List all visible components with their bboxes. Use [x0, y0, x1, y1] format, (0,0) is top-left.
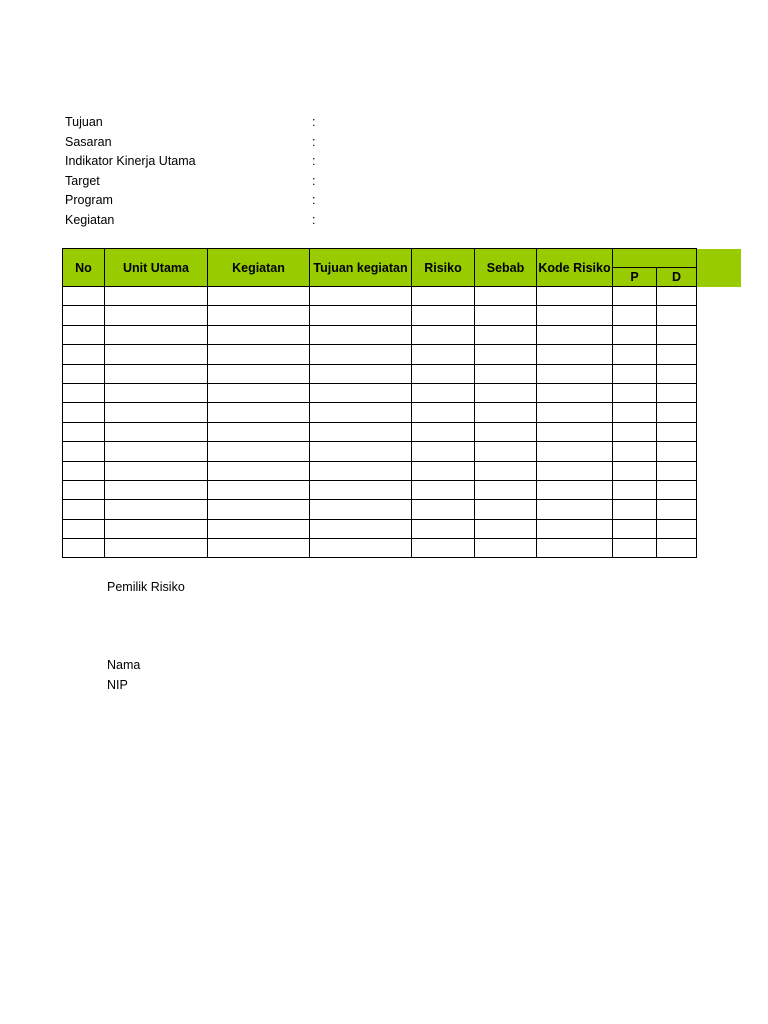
info-section — [65, 113, 385, 230]
table-cell[interactable] — [613, 539, 657, 558]
header-d: D — [657, 268, 697, 287]
table-cell[interactable] — [537, 480, 613, 499]
table-cell[interactable] — [310, 519, 412, 538]
info-colon: : — [312, 115, 316, 129]
table-cell[interactable] — [105, 287, 208, 306]
table-row — [63, 461, 697, 480]
table-cell[interactable] — [613, 500, 657, 519]
table-cell[interactable] — [412, 287, 475, 306]
table-cell[interactable] — [63, 539, 105, 558]
info-colon: : — [312, 134, 316, 149]
table-cell[interactable] — [537, 287, 613, 306]
table-cell[interactable] — [310, 345, 412, 364]
table-row — [63, 480, 697, 499]
table-cell[interactable] — [537, 364, 613, 383]
table-cell[interactable] — [208, 345, 310, 364]
table-cell[interactable] — [63, 461, 105, 480]
info-label: Indikator Kinerja Utama — [65, 154, 196, 168]
table-row — [63, 539, 697, 558]
info-row-program — [65, 191, 385, 211]
header-unit-utama: Unit Utama — [105, 249, 208, 287]
table-cell[interactable] — [537, 442, 613, 461]
table-cell[interactable] — [537, 422, 613, 441]
table-cell[interactable] — [208, 442, 310, 461]
table-cell[interactable] — [613, 461, 657, 480]
table-row — [63, 383, 697, 402]
table-cell[interactable] — [63, 325, 105, 344]
table-cell[interactable] — [105, 519, 208, 538]
table-row — [63, 364, 697, 383]
table-cell[interactable] — [537, 403, 613, 422]
table-cell[interactable] — [208, 364, 310, 383]
table-row — [63, 306, 697, 325]
footer-nip — [107, 676, 128, 695]
info-row-kegiatan — [65, 211, 385, 231]
header-tujuan-kegiatan: Tujuan kegiatan — [310, 249, 412, 287]
name-label: Nama — [107, 658, 141, 672]
table-cell[interactable] — [657, 519, 697, 538]
table-cell[interactable] — [613, 287, 657, 306]
table-row — [63, 325, 697, 344]
table-cell[interactable] — [105, 422, 208, 441]
table-cell[interactable] — [475, 461, 537, 480]
table-cell[interactable] — [657, 306, 697, 325]
footer-owner — [107, 578, 185, 597]
nip-label: NIP — [107, 678, 128, 692]
table-cell[interactable] — [310, 383, 412, 402]
info-colon: : — [312, 212, 316, 227]
table-cell[interactable] — [475, 422, 537, 441]
table-cell[interactable] — [475, 345, 537, 364]
table-row — [63, 500, 697, 519]
header-green-extension — [697, 249, 741, 287]
table-cell[interactable] — [613, 364, 657, 383]
header-no: No — [63, 249, 105, 287]
table-cell[interactable] — [63, 422, 105, 441]
table-cell[interactable] — [537, 461, 613, 480]
table-cell[interactable] — [208, 306, 310, 325]
table-cell[interactable] — [613, 422, 657, 441]
table-cell[interactable] — [63, 442, 105, 461]
table-cell[interactable] — [105, 306, 208, 325]
table-cell[interactable] — [105, 403, 208, 422]
table-cell[interactable] — [105, 500, 208, 519]
table-cell[interactable] — [613, 403, 657, 422]
table-cell[interactable] — [63, 480, 105, 499]
table-cell[interactable] — [537, 500, 613, 519]
table-cell[interactable] — [208, 383, 310, 402]
table-cell[interactable] — [537, 519, 613, 538]
table-cell[interactable] — [310, 539, 412, 558]
table-cell[interactable] — [105, 539, 208, 558]
table-cell[interactable] — [475, 383, 537, 402]
table-cell[interactable] — [63, 500, 105, 519]
header-pd-group — [613, 249, 697, 268]
table-cell[interactable] — [208, 519, 310, 538]
table-cell[interactable] — [657, 500, 697, 519]
table-cell[interactable] — [63, 519, 105, 538]
table-cell[interactable] — [310, 500, 412, 519]
table-cell[interactable] — [412, 325, 475, 344]
table-cell[interactable] — [310, 480, 412, 499]
info-row-target — [65, 172, 385, 192]
table-cell[interactable] — [537, 539, 613, 558]
table-cell[interactable] — [657, 364, 697, 383]
table-cell[interactable] — [412, 461, 475, 480]
info-label: Sasaran — [65, 134, 112, 149]
table-cell[interactable] — [310, 325, 412, 344]
table-cell[interactable] — [475, 403, 537, 422]
table-cell[interactable] — [412, 345, 475, 364]
table-cell[interactable] — [657, 325, 697, 344]
header-kode-risiko: Kode Risiko — [537, 249, 613, 287]
table-cell[interactable] — [208, 325, 310, 344]
table-cell[interactable] — [412, 442, 475, 461]
table-cell[interactable] — [310, 364, 412, 383]
table-cell[interactable] — [63, 364, 105, 383]
info-row-sasaran — [65, 133, 385, 153]
info-colon: : — [312, 173, 316, 188]
info-colon: : — [312, 193, 316, 207]
header-p: P — [613, 268, 657, 287]
table-cell[interactable] — [310, 422, 412, 441]
table-cell[interactable] — [613, 442, 657, 461]
table-cell[interactable] — [412, 539, 475, 558]
table-cell[interactable] — [475, 539, 537, 558]
table-cell[interactable] — [105, 461, 208, 480]
table-cell[interactable] — [412, 403, 475, 422]
table-cell[interactable] — [105, 480, 208, 499]
table-cell[interactable] — [537, 325, 613, 344]
table-cell[interactable] — [657, 383, 697, 402]
info-label: Tujuan — [65, 115, 103, 129]
info-label: Program — [65, 193, 113, 207]
table-cell[interactable] — [613, 519, 657, 538]
table-cell[interactable] — [657, 422, 697, 441]
table-row — [63, 345, 697, 364]
table-cell[interactable] — [657, 345, 697, 364]
table-cell[interactable] — [208, 287, 310, 306]
table-cell[interactable] — [475, 480, 537, 499]
footer-name — [107, 656, 140, 675]
table-cell[interactable] — [105, 442, 208, 461]
header-risiko: Risiko — [412, 249, 475, 287]
table-cell[interactable] — [105, 325, 208, 344]
info-row-tujuan — [65, 113, 385, 133]
table-cell[interactable] — [657, 442, 697, 461]
table-cell[interactable] — [63, 403, 105, 422]
table-cell[interactable] — [310, 287, 412, 306]
table-cell[interactable] — [475, 325, 537, 344]
table-cell[interactable] — [105, 364, 208, 383]
info-colon: : — [312, 154, 316, 168]
table-cell[interactable] — [475, 287, 537, 306]
table-cell[interactable] — [208, 422, 310, 441]
table-cell[interactable] — [310, 442, 412, 461]
header-sebab: Sebab — [475, 249, 537, 287]
header-kegiatan: Kegiatan — [208, 249, 310, 287]
table-cell[interactable] — [657, 539, 697, 558]
table-cell[interactable] — [613, 345, 657, 364]
table-cell[interactable] — [208, 403, 310, 422]
table-cell[interactable] — [613, 480, 657, 499]
table-cell[interactable] — [310, 461, 412, 480]
table-cell[interactable] — [475, 306, 537, 325]
table-cell[interactable] — [613, 306, 657, 325]
table-cell[interactable] — [657, 287, 697, 306]
table-row — [63, 403, 697, 422]
table-row — [63, 422, 697, 441]
table-cell[interactable] — [412, 306, 475, 325]
table-cell[interactable] — [310, 403, 412, 422]
table-cell[interactable] — [412, 480, 475, 499]
owner-label: Pemilik Risiko — [107, 580, 185, 594]
table-cell[interactable] — [613, 383, 657, 402]
table-row — [63, 287, 697, 306]
risk-table-body — [63, 287, 697, 558]
table-cell[interactable] — [208, 461, 310, 480]
table-cell[interactable] — [537, 383, 613, 402]
table-cell[interactable] — [475, 364, 537, 383]
table-cell[interactable] — [63, 287, 105, 306]
table-cell[interactable] — [412, 500, 475, 519]
table-cell[interactable] — [537, 306, 613, 325]
table-cell[interactable] — [613, 325, 657, 344]
table-cell[interactable] — [475, 442, 537, 461]
info-label: Kegiatan — [65, 212, 115, 227]
table-cell[interactable] — [105, 345, 208, 364]
table-row — [63, 519, 697, 538]
table-cell[interactable] — [105, 383, 208, 402]
table-cell[interactable] — [475, 500, 537, 519]
table-cell[interactable] — [412, 364, 475, 383]
table-cell[interactable] — [657, 461, 697, 480]
table-cell[interactable] — [208, 539, 310, 558]
table-cell[interactable] — [63, 306, 105, 325]
table-cell[interactable] — [63, 345, 105, 364]
table-cell[interactable] — [63, 383, 105, 402]
table-cell[interactable] — [412, 422, 475, 441]
risk-table — [62, 248, 697, 558]
table-row — [63, 442, 697, 461]
table-cell[interactable] — [412, 383, 475, 402]
table-cell[interactable] — [412, 519, 475, 538]
info-row-iku — [65, 152, 385, 172]
table-cell[interactable] — [208, 500, 310, 519]
table-cell[interactable] — [537, 345, 613, 364]
table-cell[interactable] — [475, 519, 537, 538]
info-label: Target — [65, 173, 100, 188]
table-cell[interactable] — [310, 306, 412, 325]
table-cell[interactable] — [208, 480, 310, 499]
table-cell[interactable] — [657, 480, 697, 499]
table-cell[interactable] — [657, 403, 697, 422]
